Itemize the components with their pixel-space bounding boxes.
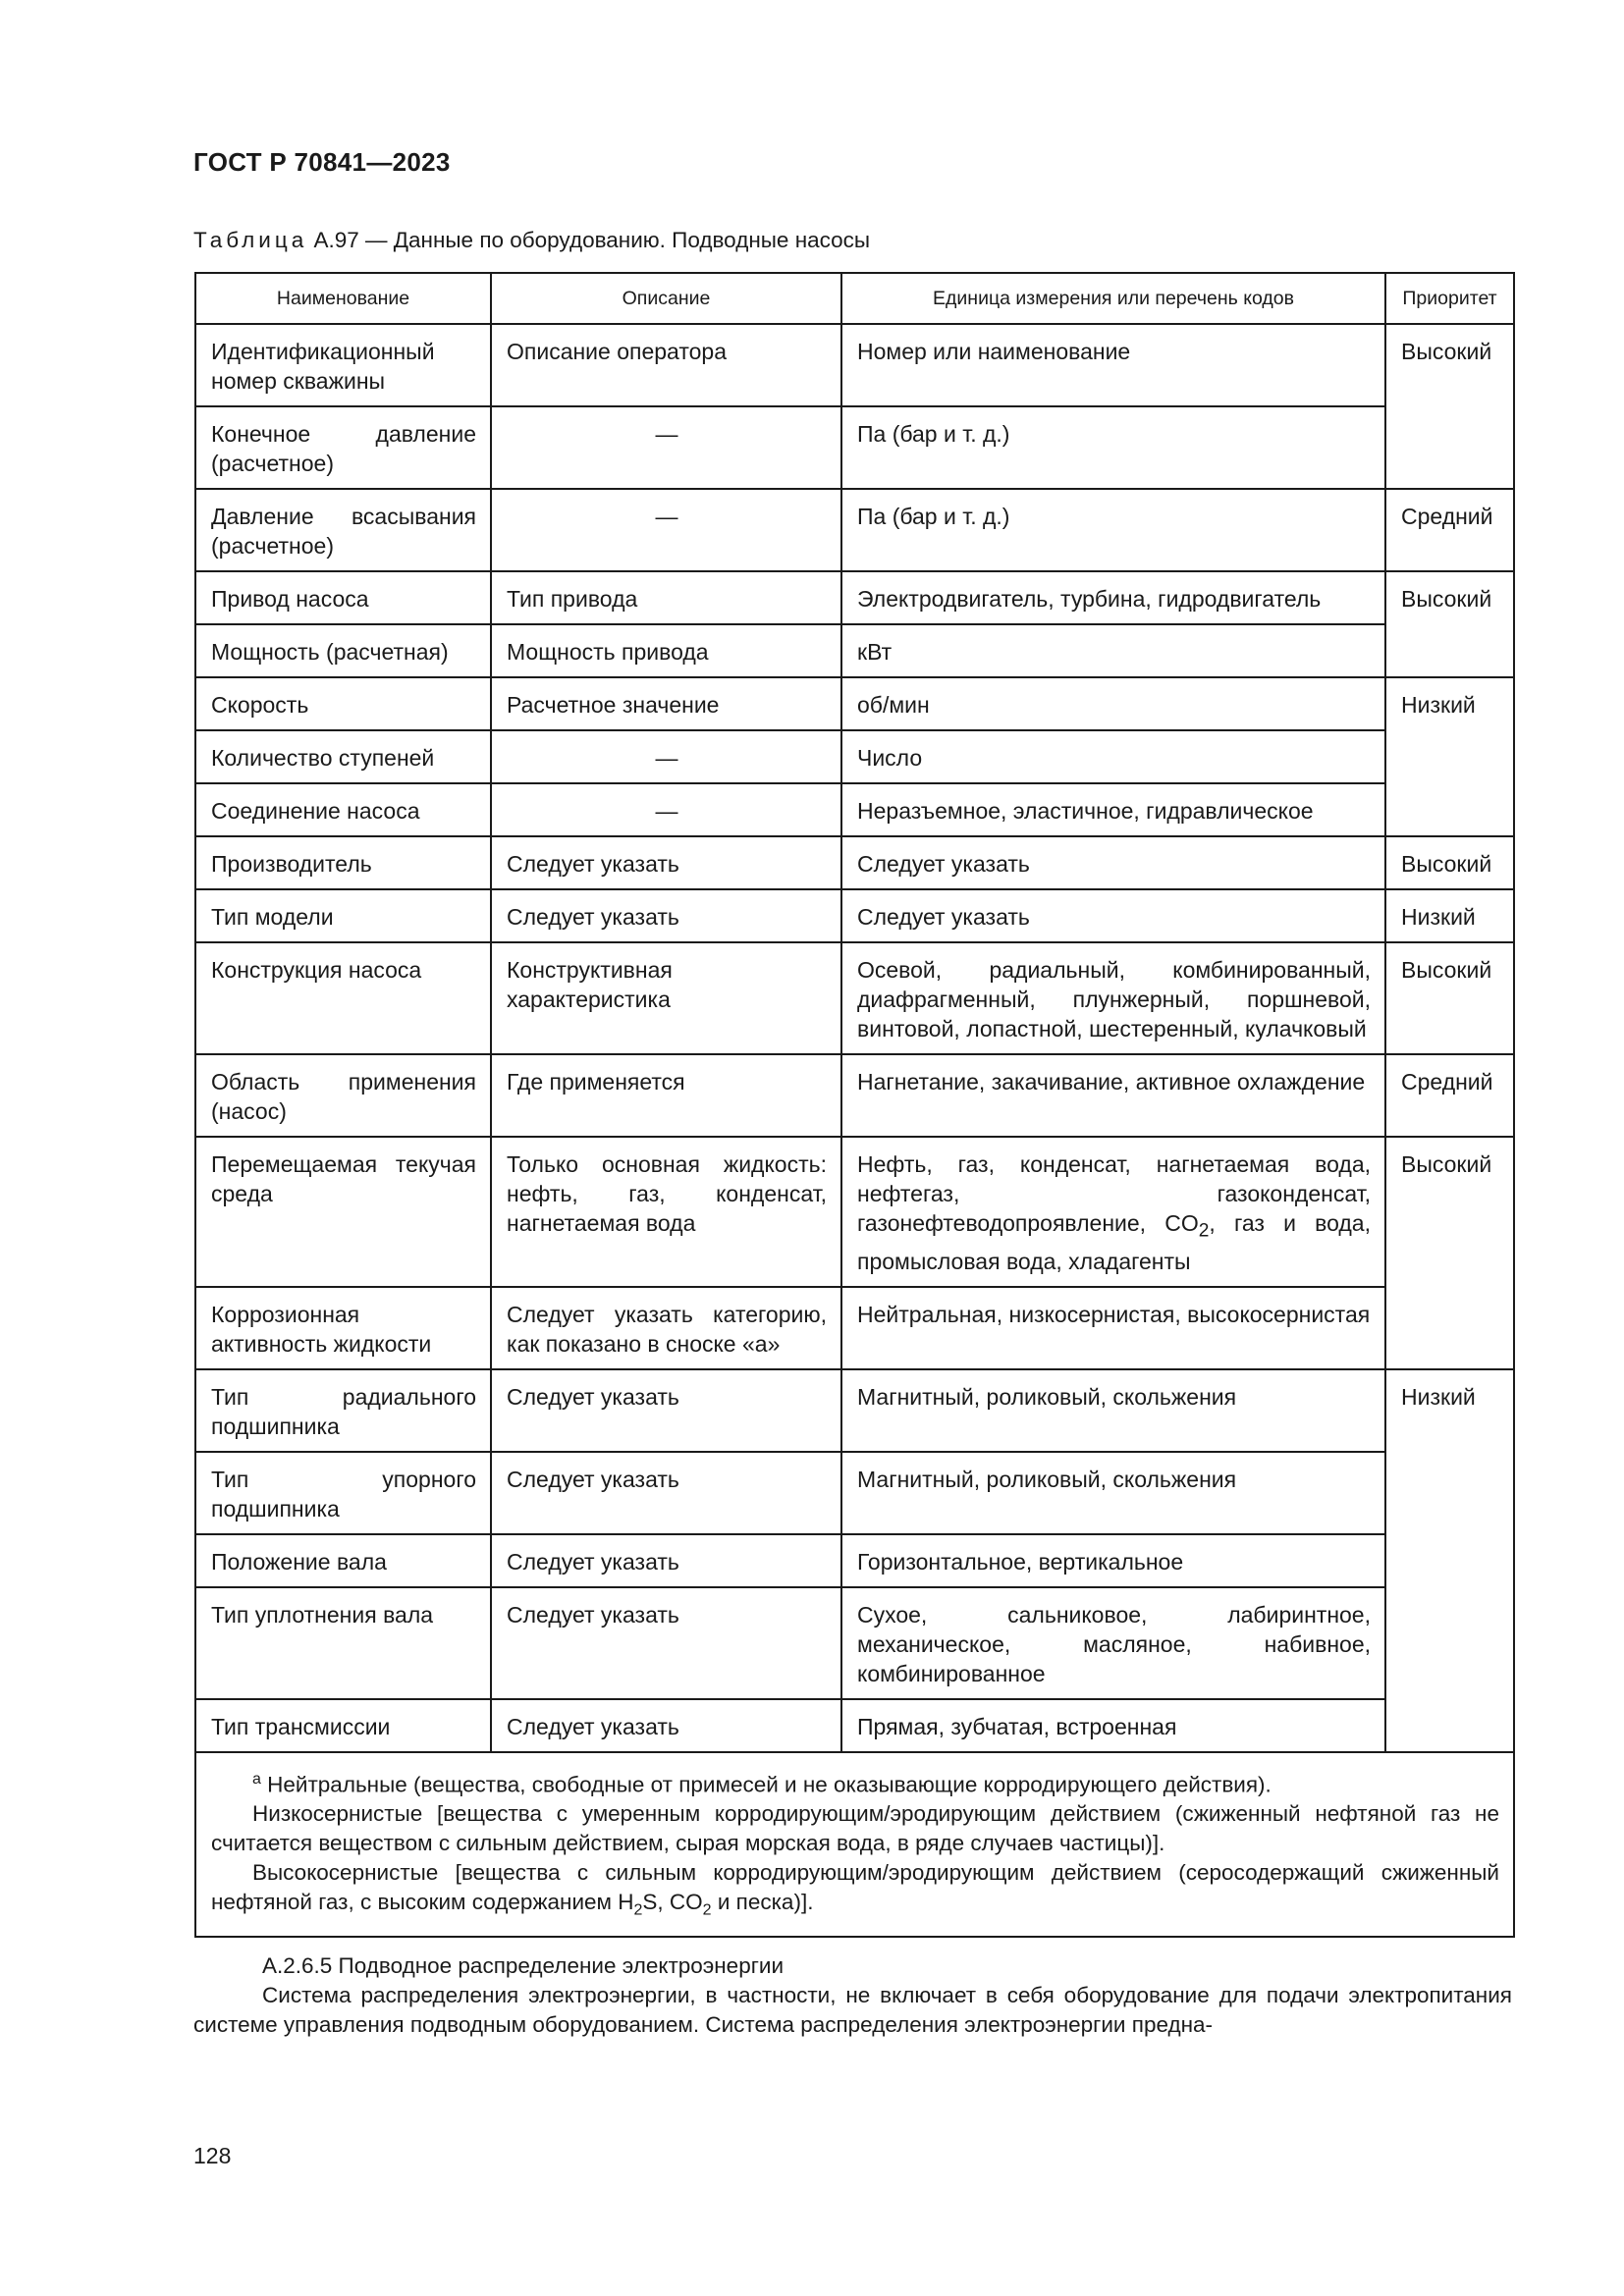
table-row <box>195 1534 1514 1587</box>
cell-unit: Па (бар и т. д.) <box>841 489 1385 571</box>
table-caption <box>193 228 870 253</box>
h2s-subscript: 2 <box>633 1901 643 1919</box>
cell-name: Мощность (расчетная) <box>195 624 491 677</box>
cell-name: Конструкция насоса <box>195 942 491 1054</box>
cell-unit: Осевой, радиальный, комбинированный, диафрагменный, плунжерный, поршневой, винтовой, лопастной, шестеренный, кулачковый <box>841 942 1385 1054</box>
cell-priority: Средний <box>1385 1054 1514 1137</box>
table-row <box>195 406 1514 489</box>
cell-description: — <box>491 489 841 571</box>
table-row <box>195 1369 1514 1452</box>
body-paragraph: Система распределения электроэнергии, в частности, не включает в себя оборудование для подачи электропитания системе управления подводным оборудованием. Система распределения электроэнергии предна- <box>193 1983 1512 2037</box>
cell-description: Описание оператора <box>491 324 841 406</box>
cell-description: — <box>491 406 841 489</box>
cell-description: Следует указать <box>491 1452 841 1534</box>
footnote-text: S, CO <box>642 1890 703 1915</box>
cell-description: Где применяется <box>491 1054 841 1137</box>
table-row <box>195 836 1514 889</box>
table-row <box>195 1699 1514 1752</box>
column-header: Описание <box>491 273 841 324</box>
cell-unit: Электродвигатель, турбина, гидродвигатель <box>841 571 1385 624</box>
cell-name: Тип упорного подшипника <box>195 1452 491 1534</box>
cell-description: — <box>491 783 841 836</box>
cell-priority: Средний <box>1385 489 1514 571</box>
footnote-low-sulfur: Низкосернистые [вещества с умеренным корродирующим/эродирующим действием (сжиженный нефтяной газ не считается веществом с сильным действием, сырая морская вода, в ряде случаев частицы)]. <box>211 1801 1499 1856</box>
cell-name: Количество ступеней <box>195 730 491 783</box>
cell-name: Соединение насоса <box>195 783 491 836</box>
column-header: Единица измерения или перечень кодов <box>841 273 1385 324</box>
cell-unit: Следует указать <box>841 836 1385 889</box>
cell-unit: Нейтральная, низкосернистая, высокосернистая <box>841 1287 1385 1369</box>
cell-description: Следует указать категорию, как показано в сноске «а» <box>491 1287 841 1369</box>
cell-description: Только основная жидкость: нефть, газ, конденсат, нагнетаемая вода <box>491 1137 841 1287</box>
cell-name: Скорость <box>195 677 491 730</box>
caption-label: Таблица <box>193 228 308 252</box>
cell-unit: кВт <box>841 624 1385 677</box>
table-row <box>195 889 1514 942</box>
cell-priority: Низкий <box>1385 677 1514 836</box>
cell-unit: Магнитный, роликовый, скольжения <box>841 1452 1385 1534</box>
column-header: Наименование <box>195 273 491 324</box>
cell-name: Давление всасывания (расчетное) <box>195 489 491 571</box>
footnote-high-sulfur <box>211 1858 1499 1926</box>
table-row <box>195 677 1514 730</box>
cell-name: Коррозионная активность жидкости <box>195 1287 491 1369</box>
cell-priority: Высокий <box>1385 324 1514 489</box>
cell-name: Конечное давление (расчетное) <box>195 406 491 489</box>
cell-unit: Номер или наименование <box>841 324 1385 406</box>
cell-unit: Прямая, зубчатая, встроенная <box>841 1699 1385 1752</box>
cell-priority: Высокий <box>1385 1137 1514 1369</box>
cell-unit <box>841 1137 1385 1287</box>
table-row <box>195 624 1514 677</box>
table-row <box>195 324 1514 406</box>
cell-name: Тип модели <box>195 889 491 942</box>
standard-code: ГОСТ Р 70841—2023 <box>193 147 451 177</box>
cell-unit: об/мин <box>841 677 1385 730</box>
cell-description: Расчетное значение <box>491 677 841 730</box>
cell-description: Конструктивная характеристика <box>491 942 841 1054</box>
cell-unit: Магнитный, роликовый, скольжения <box>841 1369 1385 1452</box>
cell-name: Привод насоса <box>195 571 491 624</box>
cell-description: Тип привода <box>491 571 841 624</box>
caption-text: А.97 — Данные по оборудованию. Подводные насосы <box>307 228 871 252</box>
cell-unit: Сухое, сальниковое, лабиринтное, механическое, масляное, набивное, комбинированное <box>841 1587 1385 1699</box>
cell-description: — <box>491 730 841 783</box>
footnote-neutral <box>211 1765 1499 1800</box>
cell-priority: Низкий <box>1385 889 1514 942</box>
table-row <box>195 942 1514 1054</box>
cell-description: Следует указать <box>491 889 841 942</box>
footnote-marker: а <box>252 1770 261 1788</box>
cell-name: Перемещаемая текучая среда <box>195 1137 491 1287</box>
cell-unit: Число <box>841 730 1385 783</box>
cell-description: Мощность привода <box>491 624 841 677</box>
table-footnote <box>195 1752 1514 1937</box>
cell-priority: Высокий <box>1385 571 1514 677</box>
table-row <box>195 730 1514 783</box>
unit-text: , газ и вода, промысловая вода, хладагенты <box>857 1210 1371 1274</box>
cell-description: Следует указать <box>491 1534 841 1587</box>
table-row <box>195 1287 1514 1369</box>
cell-description: Следует указать <box>491 1369 841 1452</box>
co2-subscript: 2 <box>702 1901 712 1919</box>
column-header: Приоритет <box>1385 273 1514 324</box>
footnote-text: Нейтральные (вещества, свободные от примесей и не оказывающие корродирующего действия). <box>260 1772 1272 1797</box>
table-header-row <box>195 273 1514 324</box>
co2-subscript: 2 <box>1198 1220 1210 1242</box>
footnote-text: и песка)]. <box>711 1890 814 1915</box>
table-row <box>195 571 1514 624</box>
table-row <box>195 783 1514 836</box>
table-row <box>195 489 1514 571</box>
cell-name: Тип радиального подшипника <box>195 1369 491 1452</box>
table-row <box>195 1054 1514 1137</box>
cell-priority: Низкий <box>1385 1369 1514 1752</box>
cell-name: Идентификационный номер скважины <box>195 324 491 406</box>
section-heading: А.2.6.5 Подводное распределение электроэнергии <box>262 1953 785 1978</box>
cell-unit: Следует указать <box>841 889 1385 942</box>
cell-description: Следует указать <box>491 1587 841 1699</box>
table-row <box>195 1452 1514 1534</box>
unit-text: Нефть, газ, конденсат, нагнетаемая вода, нефтегаз, газоконденсат, газонефтеводопроявление, CO <box>857 1151 1371 1236</box>
cell-unit: Па (бар и т. д.) <box>841 406 1385 489</box>
body-text <box>193 1951 1512 2040</box>
cell-unit: Нагнетание, закачивание, активное охлаждение <box>841 1054 1385 1137</box>
table-footnote-row <box>195 1752 1514 1937</box>
cell-name: Производитель <box>195 836 491 889</box>
footnote-text: Высокосернистые [вещества с сильным корродирующим/эродирующим действием (серосодержащий сжиженный нефтяной газ, с высоким содержанием H <box>211 1860 1499 1915</box>
cell-unit: Горизонтальное, вертикальное <box>841 1534 1385 1587</box>
cell-unit: Неразъемное, эластичное, гидравлическое <box>841 783 1385 836</box>
table-row <box>195 1587 1514 1699</box>
cell-name: Положение вала <box>195 1534 491 1587</box>
page-number: 128 <box>193 2143 232 2168</box>
cell-name: Тип уплотнения вала <box>195 1587 491 1699</box>
cell-priority: Высокий <box>1385 836 1514 889</box>
cell-priority: Высокий <box>1385 942 1514 1054</box>
cell-name: Область применения (насос) <box>195 1054 491 1137</box>
cell-description: Следует указать <box>491 1699 841 1752</box>
table-row <box>195 1137 1514 1287</box>
equipment-table <box>194 272 1515 1938</box>
cell-description: Следует указать <box>491 836 841 889</box>
cell-name: Тип трансмиссии <box>195 1699 491 1752</box>
